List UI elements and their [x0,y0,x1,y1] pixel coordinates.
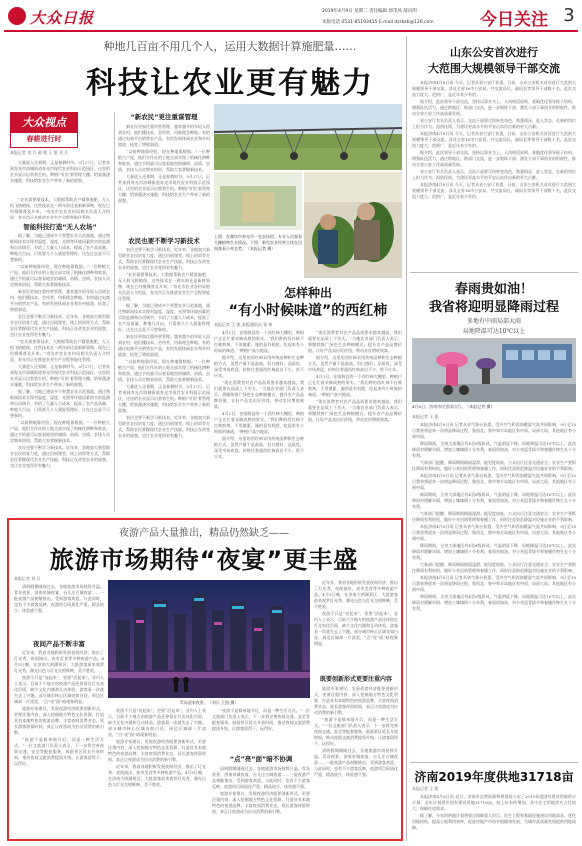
lead-paragraph: 农民也要不断学习新技术。近年来，各地加大新型职业农民培育力度，通过田间课堂、线上培训等方式，帮助农民掌握现代农业生产技能。科技正在改变农业的面貌，也让农业变得更有魅力。 [10,445,110,468]
night-city-photo-image [108,580,310,698]
tourism-headline: 旅游市场期待“夜宴”更丰盛 [49,546,359,574]
dateline: 2019年4月9日 星期二 责任编辑 郭茂凤 薛向明 [322,9,417,14]
land-supply-byline: 本报记者 王 凯 [412,786,439,791]
tomato-kicker: 怎样种出 [283,286,332,300]
rain-paragraph: 降雨期间，全省大部地区有4至6级阵风，气温明显下降，局地降温可达10℃以上。此次降雨对缓解旱情、增加土壤墒情十分有利，春雨贵如油，对小麦返青拔节和春播作物生长十分有利。 [412,492,576,509]
police-paragraph: 省公安厅有关负责人表示，交流干部要尽快转变角色、熟悉情况、进入状态，在新的岗位上担当作为、再创佳绩，为建设更高水平的平安山东作出新的更大贡献。 [412,118,576,129]
rain-paragraph: 气象部门提醒，降雨期间路面湿滑，能见度较低，公众出行注意交通安全；农业生产要抓住降雨有利时机，做好小麦田间管理和春播工作，同时注意防范降温对设施农业的不利影响。 [412,460,576,471]
tourism-paragraph: “夜游不是简单地开灯，而是一种生活方式。”一位文旅部门负责人表示，下一步将完善夜间交通、安全等配套服务，鼓励景区延长开放时间，推动夜间文旅消费提质升级，让游客留得下、玩得好。 [314,717,398,746]
greenhouse-photo-image [304,172,402,278]
rain-paragraph: 气象部门提醒，降雨期间路面湿滑，能见度较低，公众出行注意交通安全；农业生产要抓住降雨有利时机，做好小麦田间管理和春播工作，同时注意防范降温对设施农业的不利影响。 [412,562,576,573]
section-divider [410,762,578,763]
column-divider [406,36,407,841]
tomato-paragraph: 据介绍，这里的西红柿采用传统品种和生态种植方式，虽然产量不是最高，但口感好、品质优，深受市场欢迎，价格比普通西红柿高出不少，供不应求。 [214,355,304,378]
tomato-paragraph: “现在消费者对农产品品质要求越来越高，我们就要在品质上下功夫。”当地农业部门负责人表示，将继续推广绿色生态种植模式，提升农产品品牌价值，让好产品卖出好价钱，带动农民增收致富。 [214,380,304,409]
tourism-photo-night-city [108,580,310,698]
tourism-paragraph: 近年来，我省各地积极发展夜间经济，推出了灯光秀、夜间演出、夜市美食等多种夜游产品。4月5日晚，在济南大明湖景区，大批游客前来观赏灯光秀，湖光山色与灯光交相辉映，美不胜收。 [108,764,206,787]
tourism-col4a [314,580,398,670]
police-headline-main: 大范围大规模领导干部交流 [428,62,560,75]
rain-paragraph: 本报济南4月8日讯 记者从省气象台获悉，受冷空气和西南暖湿气流共同影响，9日至10日我省将迎来一次明显降雨过程，鲁西北、鲁中和半岛地区有中雨，局部大雨，其他地区有小到中雨。 [412,473,576,490]
tourism-col2 [108,708,206,836]
lead-paragraph: 新农民更加注重经营管理。越来越多的年轻人回到农村，他们懂技术、会经营，用新理念种地。有的通过电商平台销售农产品，有的发展休闲农业和乡村旅游，拓宽了增收渠道。 [118,334,210,357]
tourism-subhead-innovation: 既要创新形式更要注重内容 [319,676,392,683]
masthead-rule [4,30,578,32]
lead-paragraph: “农业需要靠技术，大数据帮助农户精准施肥，无人机飞防植保，这些技术在一两年前还是新鲜事物，现在已经慢慢普及开来。”寿光市农业农村局相关负责人介绍说，寿光市正在推进农业生产全程智能化管理。 [118,272,210,301]
lead-byline: 本报记者 刘 兵 郝 桃 王 凯 刘 兵 [10,150,69,155]
lead-subhead-learn-tech: 农民也要不断学习新技术 [128,237,200,245]
lead-paragraph: 大量进入还着期，正是春耕时节。3月27日，记者来到寿光市洛城街道寿光市现代农业科技示范园区，这里的农业显示出勃勃生机。种植户们忙着管理大棚，给果蔬浇水施肥，科技给农业生产带来了新的面貌。 [10,364,110,387]
tourism-paragraph: 旅游专家建议，发展夜游经济既要创新形式，更要注重内容，深入挖掘地方特色文化资源，打造具有本地特色的夜游品牌，丰富夜间消费业态，延长游客停留时间，真正让夜游成为拉动消费的新引擎。 [314,686,398,715]
lead-paragraph: “以前种地靠经验，现在种地靠数据。”一位种植大户说，他们合作社的土地全部实现了机械化耕种和收获，通过手机就可以查看地里的墒情、苗情、虫情。农技人员定期来培训，帮助大家掌握新技术。 [10,264,110,287]
police-headline-top: 山东公安首次进行 [450,46,538,59]
tourism-paragraph: 清明假期刚刚过去，各地旅游市场持续升温。青岛夜景、济南泉城夜宴、台儿庄古城夜游……一批夜游产品相继推出，受到游客欢迎。与此同时，也有不少游客反映，夜游项目同质化严重，精品较少，体验感不强。 [314,748,398,777]
tourism-col4b [314,686,398,836]
lead-paragraph: 农民也要不断学习新技术。近年来，各地加大新型职业农民培育力度，通过田间课堂、线上培训等方式，帮助农民掌握现代农业生产技能。科技正在改变农业的面貌，也让农业变得更有魅力。 [118,415,210,438]
tomato-headline: “有小时候味道”的西红柿 [228,303,388,319]
tourism-paragraph: 清明假期刚刚过去，各地旅游市场持续升温。青岛夜景、济南泉城夜宴、台儿庄古城夜游……一批夜游产品相继推出，受到游客欢迎。与此同时，也有不少游客反映，夜游项目同质化严重，精品较少，体验感不强。 [14,584,104,613]
irrigation-photo-image [214,104,402,170]
lead-subhead-smart-farm: 智能科技打造“无人农场” [23,223,97,231]
lead-paragraph: “农业需要靠技术，大数据帮助农户精准施肥，无人机飞防植保，这些技术在一两年前还是新鲜事物，现在已经慢慢普及开来。”寿光市农业农村局相关负责人介绍说，寿光市正在推进农业生产全程智能化管理。 [10,197,110,219]
farm-photo-image [214,172,302,230]
paper-name: 大众日报 [30,9,95,27]
tourism-col3b [212,766,310,836]
land-supply-headline: 济南2019年度供地31718亩 [414,770,574,784]
column-logo: 大众视点 [11,113,77,133]
tourism-paragraph: 旅游专家建议，发展夜游经济既要创新形式，更要注重内容，深入挖掘地方特色文化资源，打造具有本地特色的夜游品牌，丰富夜间消费业态，延长游客停留时间，真正让夜游成为拉动消费的新引擎。 [212,791,310,814]
tourism-paragraph: 近年来，我省各地积极发展夜间经济，推出了灯光秀、夜间演出、夜市美食等多种夜游产品。4月5日晚，在济南大明湖景区，大批游客前来观赏灯光秀，湖光山色与灯光交相辉映，美不胜收。 [314,580,398,609]
masthead [4,3,578,30]
paper-logo-icon [8,7,26,25]
lead-col1-text3 [10,233,110,513]
lead-photo-irrigation [214,104,402,170]
lead-paragraph: 新农民更加注重经营管理。越来越多的年轻人回到农村，他们懂技术、会经营，用新理念种地。有的通过电商平台销售农产品，有的发展休闲农业和乡村旅游，拓宽了增收渠道。 [118,124,210,147]
tomato-paragraph: 4月2日，在临朐县的一个西红柿大棚里，种植户正在忙着采摘成熟的果实。“我们种的西红柿不打催熟剂，不用激素，施的是有机肥，吃起来有小时候的味道。”种植户高兴地说。 [308,374,402,397]
rainy-street-photo-image [412,338,576,402]
rain-paragraph: 降雨期间，全省大部地区有4至6级阵风，气温明显下降，局地降温可达10℃以上。此次降雨对缓解旱情、增加土壤墒情十分有利，春雨贵如油，对小麦返青拔节和春播作物生长十分有利。 [412,594,576,611]
lead-paragraph: 大量进入还着期，正是春耕时节。3月27日，记者来到寿光市洛城街道寿光市现代农业科技示范园区，这里的农业显示出勃勃生机。种植户们忙着管理大棚，给果蔬浇水施肥，科技给农业生产带来了新的面貌。 [10,160,110,183]
lead-photo-left [214,172,302,230]
rain-text [412,422,576,758]
tomato-paragraph: 据介绍，这里的西红柿采用传统品种和生态种植方式，虽然产量不是最高，但口感好、品质优，深受市场欢迎，价格比普通西红柿高出不少，供不应求。 [308,355,402,372]
lead-paragraph: 大量进入还着期，正是春耕时节。3月27日，记者来到寿光市洛城街道寿光市现代农业科技示范园区，这里的农业显示出勃勃生机。种植户们忙着管理大棚，给果蔬浇水施肥，科技给农业生产带来了新的面貌。 [118,174,210,203]
page-number: 3 [563,5,575,26]
column-badge [10,112,78,148]
lead-col1-text [10,160,110,196]
tourism-paragraph: 旅游专家建议，发展夜游经济既要创新形式，更要注重内容，深入挖掘地方特色文化资源，打造具有本地特色的夜游品牌，丰富夜间消费业态，延长游客停留时间，真正让夜游成为拉动消费的新引擎。 [108,739,206,762]
rain-paragraph: 降雨期间，全省大部地区有4至6级阵风，气温明显下降，局地降温可达10℃以上。此次降雨对缓解旱情、增加土壤墒情十分有利，春雨贵如油，对小麦返青拔节和春播作物生长十分有利。 [412,543,576,560]
tomato-paragraph: “现在消费者对农产品品质要求越来越高，我们就要在品质上下功夫。”当地农业部门负责人表示，将继续推广绿色生态种植模式，提升农产品品牌价值，让好产品卖出好价钱，带动农民增收致富。 [308,330,402,353]
tourism-paragraph: “夜游不是简单地开灯，而是一种生活方式。”一位文旅部门负责人表示，下一步将完善夜间交通、安全等配套服务，鼓励景区延长开放时间，推动夜间文旅消费提质升级，让游客留得下、玩得好。 [14,737,104,766]
rain-paragraph: 本报济南4月8日讯 记者从省气象台获悉，受冷空气和西南暖湿气流共同影响，9日至10日我省将迎来一次明显降雨过程，鲁西北、鲁中和半岛地区有中雨，局部大雨，其他地区有小到中雨。 [412,575,576,592]
police-paragraph: 本报济南4月8日讯 今天，记者从省公安厅获悉，日前，山东公安机关首次进行大范围大规模领导干部交流，涉及全省16市公安局，共交流局长、副局长等领导干部数十名。此次交流力度大、范围广，是近年来少有的。 [412,182,576,199]
lead-subhead-new-farmer: “新农民”更注重谋管理 [130,113,198,121]
police-paragraph: 据介绍，此次领导干部交流，坚持以事业为上、人岗相适原则，着眼优化领导班子结构、增强队伍活力，通过跨地区、跨部门交流，进一步锻炼干部、激发干部干事创业的积极性，推动全省公安工作高质量发展。 [412,99,576,116]
lead-photo-caption-text: 上图：在潍坊市寿光市一处农场里，专业人员查看大棚植物生长情况。下图：新型农业经营主体在田间查看小麦长势。（本报记者 摄） [214,234,302,251]
column-divider [114,112,115,512]
rain-deck-1: 多地有中雨局部大雨 [466,318,521,325]
rain-paragraph: 本报济南4月8日讯 记者从省气象台获悉，受冷空气和西南暖湿气流共同影响，9日至10日我省将迎来一次明显降雨过程，鲁西北、鲁中和半岛地区有中雨，局部大雨，其他地区有小到中雨。 [412,422,576,439]
lead-paragraph: 农民也要不断学习新技术。近年来，各地加大新型职业农民培育力度，通过田间课堂、线上培训等方式，帮助农民掌握现代农业生产技能。科技正在改变农业的面貌，也让农业变得更有魅力。 [118,247,210,270]
lead-col1-text2 [10,197,110,219]
tourism-subhead-point-area: “点”亮“面”暗不协调 [229,755,293,763]
lead-paragraph: 据了解，当地已建成多个智慧农业示范基地，通过物联网技术实现对温度、湿度、光照等环境因素的实时监测和自动调节，节约了大量人力成本，提高了农产品质量。种地几百亩，只需要几个人就能管理好，这在过去是不可想象的。 [118,303,210,332]
land-supply-text [412,794,576,840]
lead-photo-greenhouse [304,172,402,278]
tomato-paragraph: 4月2日，在临朐县的一个西红柿大棚里，种植户正在忙着采摘成熟的果实。“我们种的西红柿不打催熟剂，不用激素，施的是有机肥，吃起来有小时候的味道。”种植户高兴地说。 [214,330,304,353]
tourism-photo-caption: 青岛迎来夜景。（刘兵 王凯 摄） [179,700,239,705]
rain-photo [412,338,576,402]
rain-paragraph: 降雨期间，全省大部地区有4至6级阵风，气温明显下降，局地降温可达10℃以上。此次降雨对缓解旱情、增加土壤墒情十分有利，春雨贵如油，对小麦返青拔节和春播作物生长十分有利。 [412,441,576,458]
tourism-byline: 本报记者 刘 兵 [14,576,41,581]
land-supply-paragraph: 据了解，今年的供地计划将重点保障重大项目、民生工程和基础设施建设用地需求，优化用地结构，提高土地利用效率，促进房地产市场平稳健康发展，为城市高质量发展提供用地保障。 [412,813,576,830]
police-paragraph: 省公安厅有关负责人表示，交流干部要尽快转变角色、熟悉情况、进入状态，在新的岗位上担当作为、再创佳绩，为建设更高水平的平安山东作出新的更大贡献。 [412,169,576,180]
section-title: 今日关注 [480,10,548,30]
police-text [412,80,576,268]
tomato-byline: 本报记者 王 凯 本报通讯员 张 伟 [214,322,273,327]
tomato-col1 [214,330,304,514]
lead-paragraph: “以前种地靠经验，现在种地靠数据。”一位种植大户说，他们合作社的土地全部实现了机械化耕种和收获，通过手机就可以查看地里的墒情、苗情、虫情。农技人员定期来培训，帮助大家掌握新技术。 [118,149,210,172]
contact-line: 本版电话 0531-85193415 E-mail dzrbzb@126.com [322,20,434,25]
police-paragraph: 据介绍，此次领导干部交流，坚持以事业为上、人岗相适原则，着眼优化领导班子结构、增强队伍活力，通过跨地区、跨部门交流，进一步锻炼干部、激发干部干事创业的积极性，推动全省公安工作高质量发展。 [412,150,576,167]
tourism-paragraph: 夜游不只是“亮起来”，更要“活起来”。业内人士表示，目前不少地方的夜游产品还停留在灯光亮化层面，缺少文化内涵和互动体验，游客看一次就失去了兴趣。部分城市核心区域亮如白昼，周边区域却一片漆黑，“点”亮“面”暗现象明显。 [108,708,206,737]
tourism-kicker: 夜游产品大量推出，精品仍然缺乏—— [119,528,289,539]
lead-paragraph: 新农民更加注重经营管理。越来越多的年轻人回到农村，他们懂技术、会经营，用新理念种地。有的通过电商平台销售农产品，有的发展休闲农业和乡村旅游，拓宽了增收渠道。 [10,289,110,312]
rain-paragraph: 本报济南4月8日讯 记者从省气象台获悉，受冷空气和西南暖湿气流共同影响，9日至10日我省将迎来一次明显降雨过程，鲁西北、鲁中和半岛地区有中雨，局部大雨，其他地区有小到中雨。 [412,524,576,541]
column-subtitle: 春耕进行时 [26,134,62,143]
land-supply-paragraph: 本报济南4月8日讯 近日，济南市自然资源和规划局公布了2019年度国有建设用地供应计划，全年计划供应国有建设用地31718亩，较上年有所增加，其中住宅用地供应占比较大，保障住房需求。 [412,794,576,811]
tourism-subhead-night-products: 夜间产品不断丰富 [33,640,85,648]
tourism-paragraph: 旅游专家建议，发展夜游经济既要创新形式，更要注重内容，深入挖掘地方特色文化资源，打造具有本地特色的夜游品牌，丰富夜间消费业态，延长游客停留时间，真正让夜游成为拉动消费的新引擎。 [14,706,104,735]
tomato-paragraph: “现在消费者对农产品品质要求越来越高，我们就要在品质上下功夫。”当地农业部门负责人表示，将继续推广绿色生态种植模式，提升农产品品牌价值，让好产品卖出好价钱，带动农民增收致富。 [308,399,402,422]
tourism-col1 [14,584,104,634]
section-divider [410,272,578,273]
lead-paragraph: 据了解，当地已建成多个智慧农业示范基地，通过物联网技术实现对温度、湿度、光照等环境因素的实时监测和自动调节，节约了大量人力成本，提高了农产品质量。种地几百亩，只需要几个人就能管理好，这在过去是不可想象的。 [10,389,110,418]
rain-photo-caption: 4月8日，济南市民冒雨出行。（本报记者 摄） [412,404,495,409]
tomato-paragraph: 据介绍，这里的西红柿采用传统品种和生态种植方式，虽然产量不是最高，但口感好、品质优，深受市场欢迎，价格比普通西红柿高出不少，供不应求。 [214,436,304,459]
lead-paragraph: “以前种地靠经验，现在种地靠数据。”一位种植大户说，他们合作社的土地全部实现了机械化耕种和收获，通过手机就可以查看地里的墒情、苗情、虫情。农技人员定期来培训，帮助大家掌握新技术。 [10,420,110,443]
tomato-col2 [308,330,402,514]
lead-kicker: 种地几百亩不用几个人，运用大数据计算施肥量…… [103,40,357,53]
tourism-paragraph: 清明假期刚刚过去，各地旅游市场持续升温。青岛夜景、济南泉城夜宴、台儿庄古城夜游……一批夜游产品相继推出，受到游客欢迎。与此同时，也有不少游客反映，夜游项目同质化严重，精品较少，体验感不强。 [212,766,310,789]
police-paragraph: 本报济南4月8日讯 今天，记者从省公安厅获悉，日前，山东公安机关首次进行大范围大规模领导干部交流，涉及全省16市公安局，共交流局长、副局长等领导干部数十名。此次交流力度大、范围广，是近年来少有的。 [412,131,576,148]
police-paragraph: 本报济南4月8日讯 今天，记者从省公安厅获悉，日前，山东公安机关首次进行大范围大规模领导干部交流，涉及全省16市公安局，共交流局长、副局长等领导干部数十名。此次交流力度大、范围广，是近年来少有的。 [412,80,576,97]
tourism-col1b [14,650,104,836]
tourism-paragraph: 近年来，我省各地积极发展夜间经济，推出了灯光秀、夜间演出、夜市美食等多种夜游产品。4月5日晚，在济南大明湖景区，大批游客前来观赏灯光秀，湖光山色与灯光交相辉映，美不胜收。 [14,650,104,673]
lead-paragraph: 农民也要不断学习新技术。近年来，各地加大新型职业农民培育力度，通过田间课堂、线上培训等方式，帮助农民掌握现代农业生产技能。科技正在改变农业的面貌，也让农业变得更有魅力。 [10,314,110,337]
lead-paragraph: “以前种地靠经验，现在种地靠数据。”一位种植大户说，他们合作社的土地全部实现了机械化耕种和收获，通过手机就可以查看地里的墒情、苗情、虫情。农技人员定期来培训，帮助大家掌握新技术。 [118,359,210,382]
tourism-paragraph: “夜游不是简单地开灯，而是一种生活方式。”一位文旅部门负责人表示，下一步将完善夜间交通、安全等配套服务，鼓励景区延长开放时间，推动夜间文旅消费提质升级，让游客留得下、玩得好。 [212,708,310,731]
tomato-paragraph: 4月2日，在临朐县的一个西红柿大棚里，种植户正在忙着采摘成熟的果实。“我们种的西红柿不打催熟剂，不用激素，施的是有机肥，吃起来有小时候的味道。”种植户高兴地说。 [214,411,304,434]
lead-headline: 科技让农业更有魅力 [86,66,374,101]
rain-headline-top: 春雨贵如油！ [454,282,533,297]
tourism-paragraph: 夜游不只是“亮起来”，更要“活起来”。业内人士表示，目前不少地方的夜游产品还停留在灯光亮化层面，缺少文化内涵和互动体验，游客看一次就失去了兴趣。部分城市核心区域亮如白昼，周边区域却一片漆黑，“点”亮“面”暗现象明显。 [14,675,104,704]
lead-paragraph: “农业需要靠技术，大数据帮助农户精准施肥，无人机飞防植保，这些技术在一两年前还是新鲜事物，现在已经慢慢普及开来。”寿光市农业农村局相关负责人介绍说，寿光市正在推进农业生产全程智能化管理。 [10,339,110,362]
lead-paragraph: 大量进入还着期，正是春耕时节。3月27日，记者来到寿光市洛城街道寿光市现代农业科技示范园区，这里的农业显示出勃勃生机。种植户们忙着管理大棚，给果蔬浇水施肥，科技给农业生产带来了新的面貌。 [118,384,210,413]
rain-headline-main: 我省将迎明显降雨过程 [428,300,559,315]
tourism-col3a [212,708,310,750]
lead-paragraph: 据了解，当地已建成多个智慧农业示范基地，通过物联网技术实现对温度、湿度、光照等环境因素的实时监测和自动调节，节约了大量人力成本，提高了农产品质量。种地几百亩，只需要几个人就能管理好，这在过去是不可想象的。 [10,233,110,262]
rain-byline: 本报记者 王 凯 [412,414,439,419]
lead-col2-text [118,124,210,234]
tourism-paragraph: 夜游不只是“亮起来”，更要“活起来”。业内人士表示，目前不少地方的夜游产品还停留在灯光亮化层面，缺少文化内涵和互动体验，游客看一次就失去了兴趣。部分城市核心区域亮如白昼，周边区域却一片漆黑，“点”亮“面”暗现象明显。 [314,611,398,646]
rain-deck-2: 局地降温可达10℃以上 [462,328,526,335]
rain-paragraph: 气象部门提醒，降雨期间路面湿滑，能见度较低，公众出行注意交通安全；农业生产要抓住降雨有利时机，做好小麦田间管理和春播工作，同时注意防范降温对设施农业的不利影响。 [412,511,576,522]
lead-col2-text2 [118,247,210,512]
